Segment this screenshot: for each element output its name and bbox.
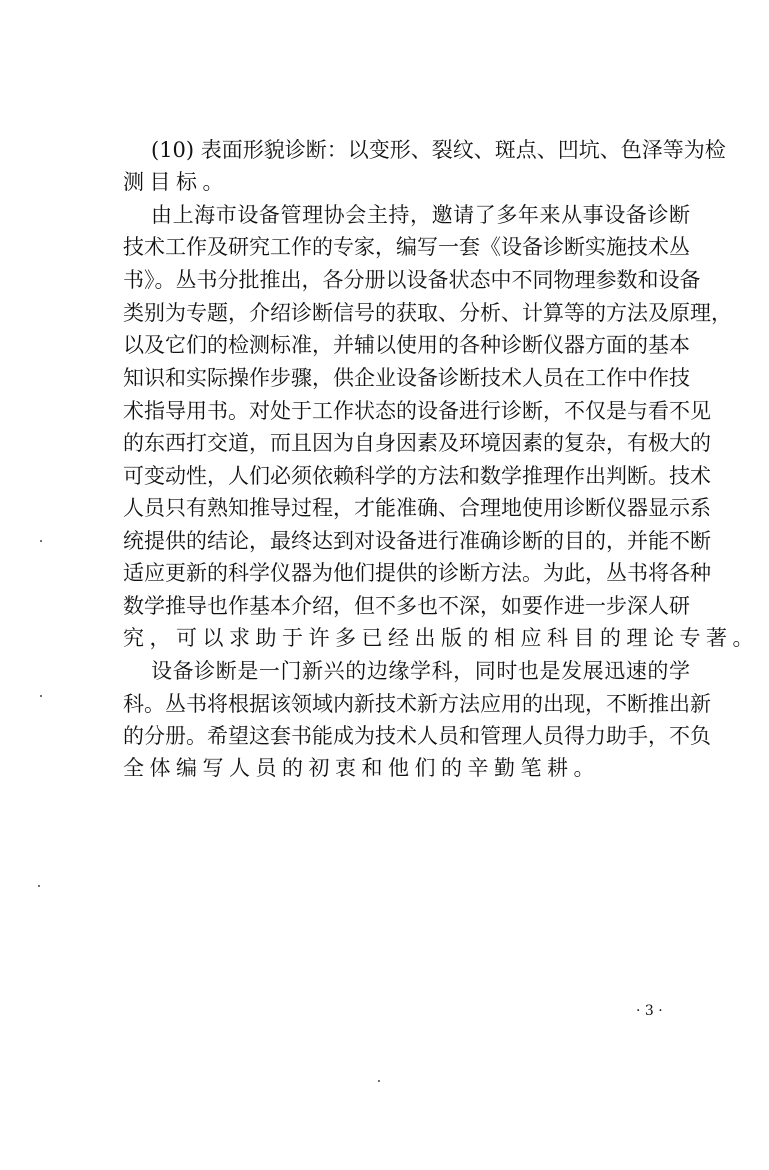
paragraph-line: 由上海市设备管理协会主持，邀请了多年来从事设备诊断 (151, 203, 690, 227)
page-number: · 3 · (636, 1003, 663, 1019)
paragraph-line: 统提供的结论，最终达到对设备进行准确诊断的目的，并能不断 (123, 529, 711, 553)
scan-speck (38, 885, 40, 887)
paragraph-line: 的东西打交道，而且因为自身因素及环境因素的复杂，有极大的 (123, 431, 711, 455)
paragraph-line: 术指导用书。对处于工作状态的设备进行诊断，不仅是与看不见 (123, 399, 711, 423)
scan-speck (378, 1080, 380, 1082)
paragraph-line: 书》。丛书分批推出，各分册以设备状态中不同物理参数和设备 (123, 268, 701, 292)
scan-speck (40, 540, 42, 542)
paragraph-line: 人员只有熟知推导过程，才能准确、合理地使用诊断仪器显示系 (123, 496, 711, 520)
paragraph-line: 技术工作及研究工作的专家，编写一套《设备诊断实施技术丛 (123, 235, 690, 259)
paragraph-line: 数学推导也作基本介绍，但不多也不深，如要作进一步深人研 (123, 594, 690, 618)
paragraph-line: 测目标。 (123, 170, 229, 194)
paragraph-line: 可变动性，人们必须依赖科学的方法和数学推理作出判断。技术 (123, 464, 711, 488)
paragraph-line: 科。丛书将根据该领域内新技术新方法应用的出现，不断推出新 (123, 692, 711, 716)
paragraph-line: 适应更新的科学仪器为他们提供的诊断方法。为此，丛书将各种 (123, 561, 711, 585)
paragraph-line: 设备诊断是一门新兴的边缘学科，同时也是发展迅速的学 (151, 659, 690, 683)
paragraph-line: (10) 表面形貌诊断：以变形、裂纹、斑点、凹坑、色泽等为检 (151, 138, 726, 162)
paragraph-line: 全体编写人员的初衷和他们的辛勤笔耕。 (123, 756, 600, 780)
paragraph-line: 究，可以求助于许多已经出版的相应科目的理论专著。 (123, 626, 759, 650)
paragraph-line: 的分册。希望这套书能成为技术人员和管理人员得力助手，不负 (123, 724, 711, 748)
paragraph-line: 以及它们的检测标准，并辅以使用的各种诊断仪器方面的基本 (123, 333, 690, 357)
paragraph-line: 知识和实际操作步骤，供企业设备诊断技术人员在工作中作技 (123, 366, 690, 390)
scan-speck (40, 695, 42, 697)
paragraph-line: 类别为专题，介绍诊断信号的获取、分析、计算等的方法及原理， (123, 301, 732, 325)
